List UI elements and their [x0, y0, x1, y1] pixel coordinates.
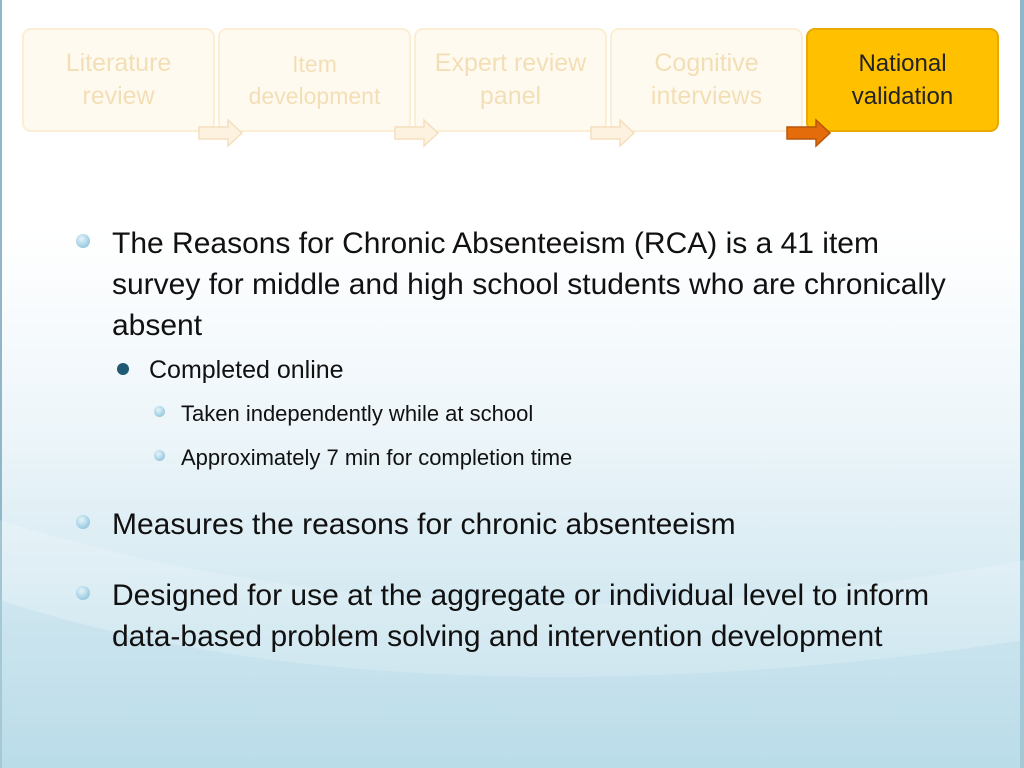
- step-label: Expert review panel: [434, 49, 587, 110]
- arrow-right-icon: [394, 118, 440, 148]
- step-label: Cognitive interviews: [650, 49, 763, 110]
- sub-sub-bullet-completion-time: Approximately 7 min for completion time: [181, 445, 573, 470]
- step-national-validation: [806, 28, 999, 132]
- step-label: Literature review: [65, 49, 172, 110]
- arrow-right-icon: [198, 118, 244, 148]
- sub-sub-bullet-taken-independently: Taken independently while at school: [181, 401, 534, 426]
- step-item-development: [218, 28, 411, 132]
- step-expert-review-panel: [414, 28, 607, 132]
- arrow-right-icon-active: [786, 118, 832, 148]
- arrow-right-icon: [590, 118, 636, 148]
- bullet-dot-icon: [154, 406, 165, 417]
- slide-right-border: [1020, 0, 1024, 768]
- sub-bullet-completed-online: Completed online: [149, 356, 344, 384]
- step-cognitive-interviews: [610, 28, 803, 132]
- step-label: National validation: [851, 50, 954, 110]
- slide-left-border: [0, 0, 2, 768]
- bullet-item-designed-for-use: Designed for use at the aggregate or individual level to inform data-based problem solving and intervention development: [112, 579, 930, 653]
- bullet-dot-icon: [76, 234, 90, 248]
- bullet-dot-icon: [154, 450, 165, 461]
- bullet-item-measures-reasons: Measures the reasons for chronic absenteeism: [112, 508, 736, 541]
- bullet-dot-icon: [117, 363, 129, 375]
- bullet-dot-icon: [76, 515, 90, 529]
- bullet-dot-icon: [76, 586, 90, 600]
- step-literature-review: [22, 28, 215, 132]
- bullet-item-rca-survey: The Reasons for Chronic Absenteeism (RCA) is a 41 item survey for middle and high school students who are chronically absent: [112, 227, 946, 342]
- step-label: Item development: [248, 51, 381, 109]
